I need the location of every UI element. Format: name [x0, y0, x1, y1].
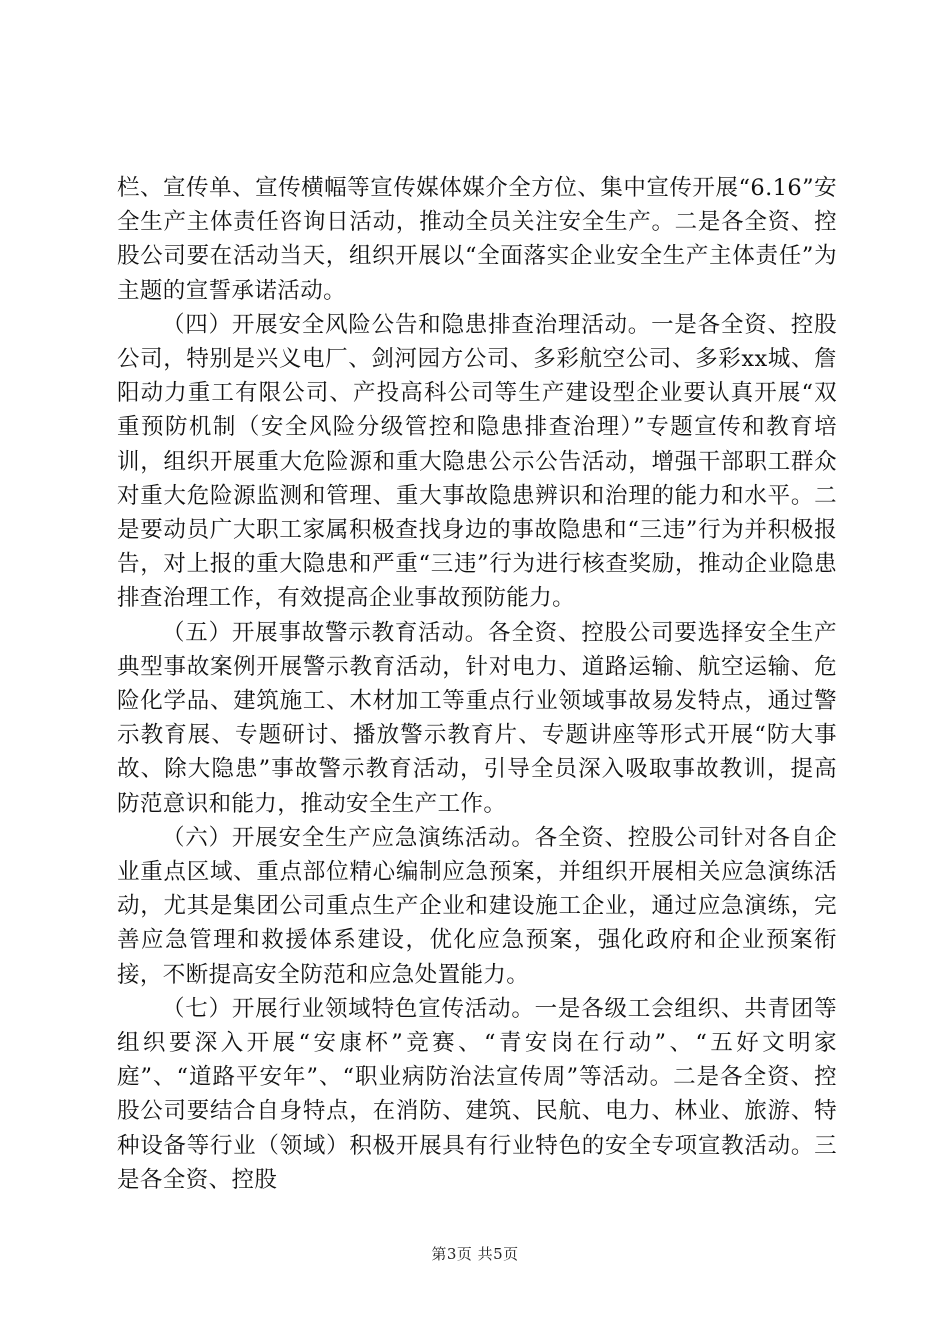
document-body — [117, 171, 837, 1197]
paragraph-section-4: （四）开展安全风险公告和隐患排查治理活动。一是各全资、控股公司，特别是兴义电厂、剑河园方公司、多彩航空公司、多彩xx城、詹阳动力重工有限公司、产投高科公司等生产建设型企业要认真开展“双重预防机制（安全风险分级管控和隐患排查治理）”专题宣传和教育培训，组织开展重大危险源和重大隐患公示公告活动，增强干部职工群众对重大危险源监测和管理、重大事故隐患辨识和治理的能力和水平。二是要动员广大职工家属积极查找身边的事故隐患和“三违”行为并积极报告，对上报的重大隐患和严重“三违”行为进行核查奖励，推动企业隐患排查治理工作，有效提高企业事故预防能力。 — [117, 311, 837, 612]
paragraph-section-5: （五）开展事故警示教育活动。各全资、控股公司要选择安全生产典型事故案例开展警示教育活动，针对电力、道路运输、航空运输、危险化学品、建筑施工、木材加工等重点行业领域事故易发特点，通过警示教育展、专题研讨、播放警示教育片、专题讲座等形式开展“防大事故、除大隐患”事故警示教育活动，引导全员深入吸取事故教训，提高防范意识和能力，推动安全生产工作。 — [117, 619, 837, 817]
paragraph-continuation: 栏、宣传单、宣传横幅等宣传媒体媒介全方位、集中宣传开展“6.16”安全生产主体责任咨询日活动，推动全员关注安全生产。二是各全资、控股公司要在活动当天，组织开展以“全面落实企业安全生产主体责任”为主题的宣誓承诺活动。 — [117, 175, 837, 304]
paragraph-section-7: （七）开展行业领域特色宣传活动。一是各级工会组织、共青团等组织要深入开展“安康杯”竞赛、“青安岗在行动”、“五好文明家庭”、“道路平安年”、“职业病防治法宣传周”等活动。二是各全资、控股公司要结合自身特点，在消防、建筑、民航、电力、林业、旅游、特种设备等行业（领域）积极开展具有行业特色的安全专项宣教活动。三是各全资、控股 — [117, 995, 837, 1193]
paragraph-section-6: （六）开展安全生产应急演练活动。各全资、控股公司针对各自企业重点区域、重点部位精心编制应急预案，并组织开展相关应急演练活动，尤其是集团公司重点生产企业和建设施工企业，通过应急演练，完善应急管理和救援体系建设，优化应急预案，强化政府和企业预案衔接，不断提高安全防范和应急处置能力。 — [117, 824, 837, 988]
page-number-footer: 第3页 共5页 — [431, 1245, 519, 1263]
